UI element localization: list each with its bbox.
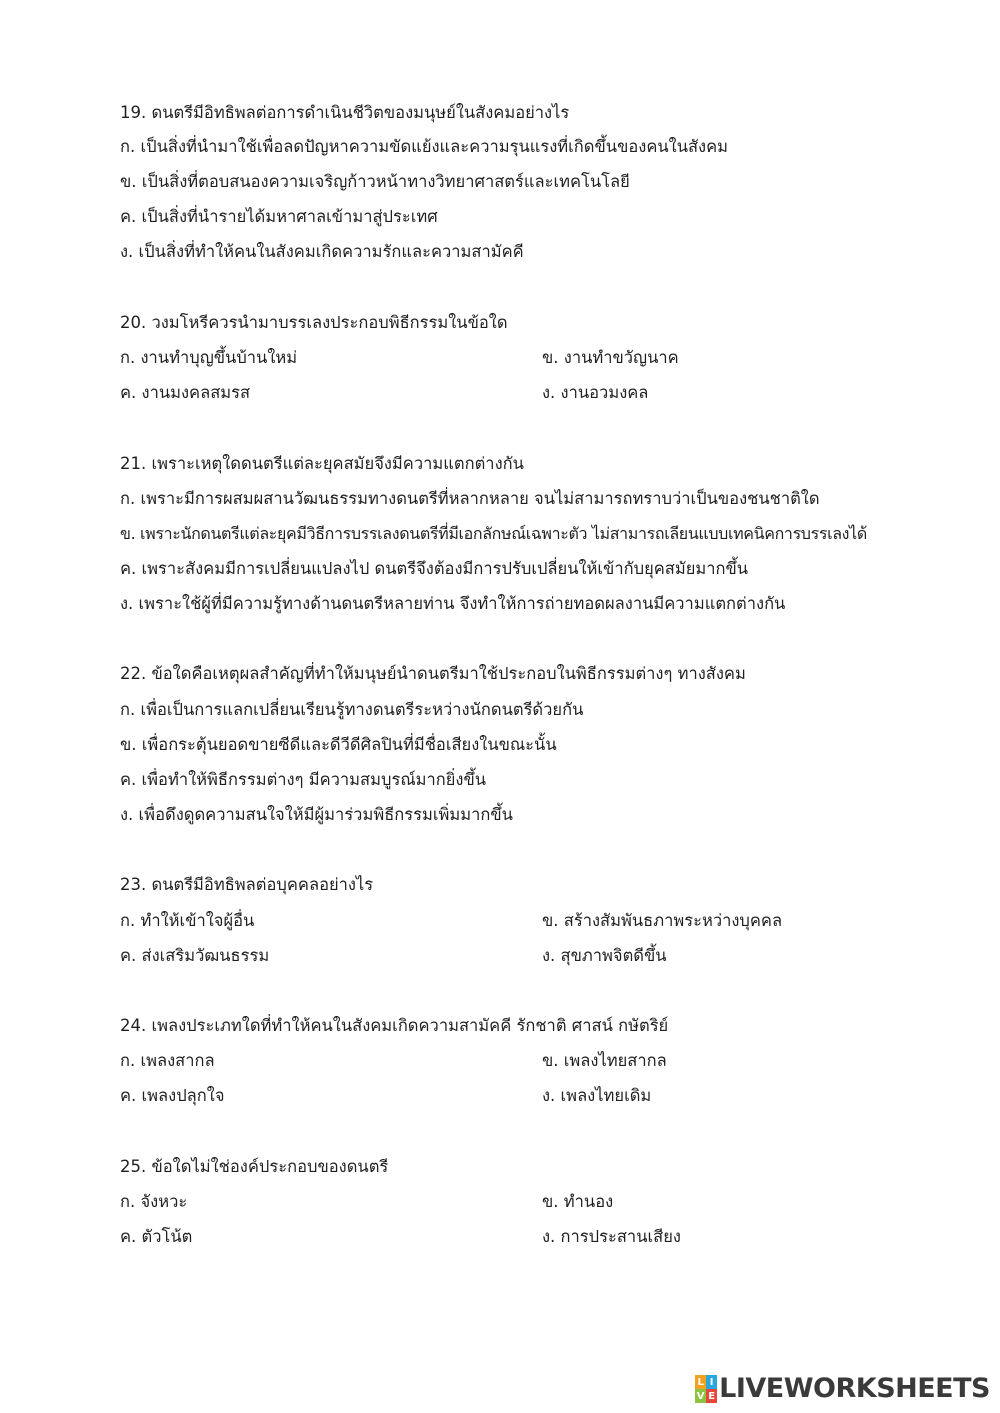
question-24-option-d[interactable]: ง. เพลงไทยเดิม xyxy=(542,1086,652,1105)
question-21-option-b[interactable]: ข. เพราะนักดนตรีแต่ละยุคมีวิธีการบรรเลงดนตรีที่มีเอกลักษณ์เฉพาะตัว ไม่สามารถเลียนแบบเทคนิคการบรรเลงได้ xyxy=(120,524,867,543)
question-25-option-d[interactable]: ง. การประสานเสียง xyxy=(542,1227,681,1246)
question-21-option-c[interactable]: ค. เพราะสังคมมีการเปลี่ยนแปลงไป ดนตรีจึงต้องมีการปรับเปลี่ยนให้เข้ากับยุคสมัยมากขึ้น xyxy=(120,559,749,578)
question-23-option-d[interactable]: ง. สุขภาพจิตดีขึ้น xyxy=(542,946,667,965)
question-22-option-d[interactable]: ง. เพื่อดึงดูดความสนใจให้มีผู้มาร่วมพิธีกรรมเพิ่มมากขึ้น xyxy=(120,805,513,824)
question-19-option-c[interactable]: ค. เป็นสิ่งที่นำรายได้มหาศาลเข้ามาสู่ประเทศ xyxy=(120,207,438,226)
question-24-option-c[interactable]: ค. เพลงปลุกใจ xyxy=(120,1086,225,1105)
question-21-option-a[interactable]: ก. เพราะมีการผสมผสานวัฒนธรรมทางดนตรีที่หลากหลาย จนไม่สามารถทราบว่าเป็นของชนชาติใด xyxy=(120,489,820,508)
question-21-stem: 21. เพราะเหตุใดดนตรีแต่ละยุคสมัยจึงมีความแตกต่างกัน xyxy=(120,454,524,473)
question-19-option-a[interactable]: ก. เป็นสิ่งที่นำมาใช้เพื่อลดปัญหาความขัดแย้งและความรุนแรงที่เกิดขึ้นของคนในสังคม xyxy=(120,137,729,156)
question-23-stem: 23. ดนตรีมีอิทธิพลต่อบุคคลอย่างไร xyxy=(120,875,374,894)
question-19-option-b[interactable]: ข. เป็นสิ่งที่ตอบสนองความเจริญก้าวหน้าทางวิทยาศาสตร์และเทคโนโลยี xyxy=(120,172,630,191)
liveworksheets-wordmark: LIVEWORKSHEETS xyxy=(719,1373,990,1404)
question-25-option-c[interactable]: ค. ตัวโน้ต xyxy=(120,1227,193,1246)
liveworksheets-watermark[interactable] xyxy=(695,1371,990,1407)
question-23-option-a[interactable]: ก. ทำให้เข้าใจผู้อื่น xyxy=(120,911,255,930)
question-19-stem: 19. ดนตรีมีอิทธิพลต่อการดำเนินชีวิตของมนุษย์ในสังคมอย่างไร xyxy=(120,103,570,122)
question-22-option-a[interactable]: ก. เพื่อเป็นการแลกเปลี่ยนเรียนรู้ทางดนตรีระหว่างนักดนตรีด้วยกัน xyxy=(120,700,584,719)
liveworksheets-logo-icon: L I V E xyxy=(695,1375,717,1403)
question-22-option-c[interactable]: ค. เพื่อทำให้พิธีกรรมต่างๆ มีความสมบูรณ์มากยิ่งขึ้น xyxy=(120,770,487,789)
question-25-option-a[interactable]: ก. จังหวะ xyxy=(120,1192,188,1211)
question-23-option-b[interactable]: ข. สร้างสัมพันธภาพระหว่างบุคคล xyxy=(542,911,783,930)
question-21-option-d[interactable]: ง. เพราะใช้ผู้ที่มีความรู้ทางด้านดนตรีหลายท่าน จึงทำให้การถ่ายทอดผลงานมีความแตกต่างกัน xyxy=(120,594,786,613)
question-20-option-b[interactable]: ข. งานทำขวัญนาค xyxy=(542,348,679,367)
question-24-option-b[interactable]: ข. เพลงไทยสากล xyxy=(542,1051,667,1070)
question-25-option-b[interactable]: ข. ทำนอง xyxy=(542,1192,614,1211)
question-23-option-c[interactable]: ค. ส่งเสริมวัฒนธรรม xyxy=(120,946,270,965)
question-24-option-a[interactable]: ก. เพลงสากล xyxy=(120,1051,215,1070)
question-22-option-b[interactable]: ข. เพื่อกระตุ้นยอดขายซีดีและดีวีดีศิลปินที่มีชื่อเสียงในขณะนั้น xyxy=(120,735,557,754)
question-20-option-a[interactable]: ก. งานทำบุญขึ้นบ้านใหม่ xyxy=(120,348,298,367)
question-20-option-c[interactable]: ค. งานมงคลสมรส xyxy=(120,383,251,402)
question-24-stem: 24. เพลงประเภทใดที่ทำให้คนในสังคมเกิดความสามัคคี รักชาติ ศาสน์ กษัตริย์ xyxy=(120,1016,669,1035)
question-22-stem: 22. ข้อใดคือเหตุผลสำคัญที่ทำให้มนุษย์นำดนตรีมาใช้ประกอบในพิธีกรรมต่างๆ ทางสังคม xyxy=(120,664,746,683)
question-25-stem: 25. ข้อใดไม่ใช่องค์ประกอบของดนตรี xyxy=(120,1157,389,1176)
question-19-option-d[interactable]: ง. เป็นสิ่งที่ทำให้คนในสังคมเกิดความรักและความสามัคคี xyxy=(120,242,524,261)
question-20-option-d[interactable]: ง. งานอวมงคล xyxy=(542,383,649,402)
question-20-stem: 20. วงมโหรีควรนำมาบรรเลงประกอบพิธีกรรมในข้อใด xyxy=(120,313,508,332)
